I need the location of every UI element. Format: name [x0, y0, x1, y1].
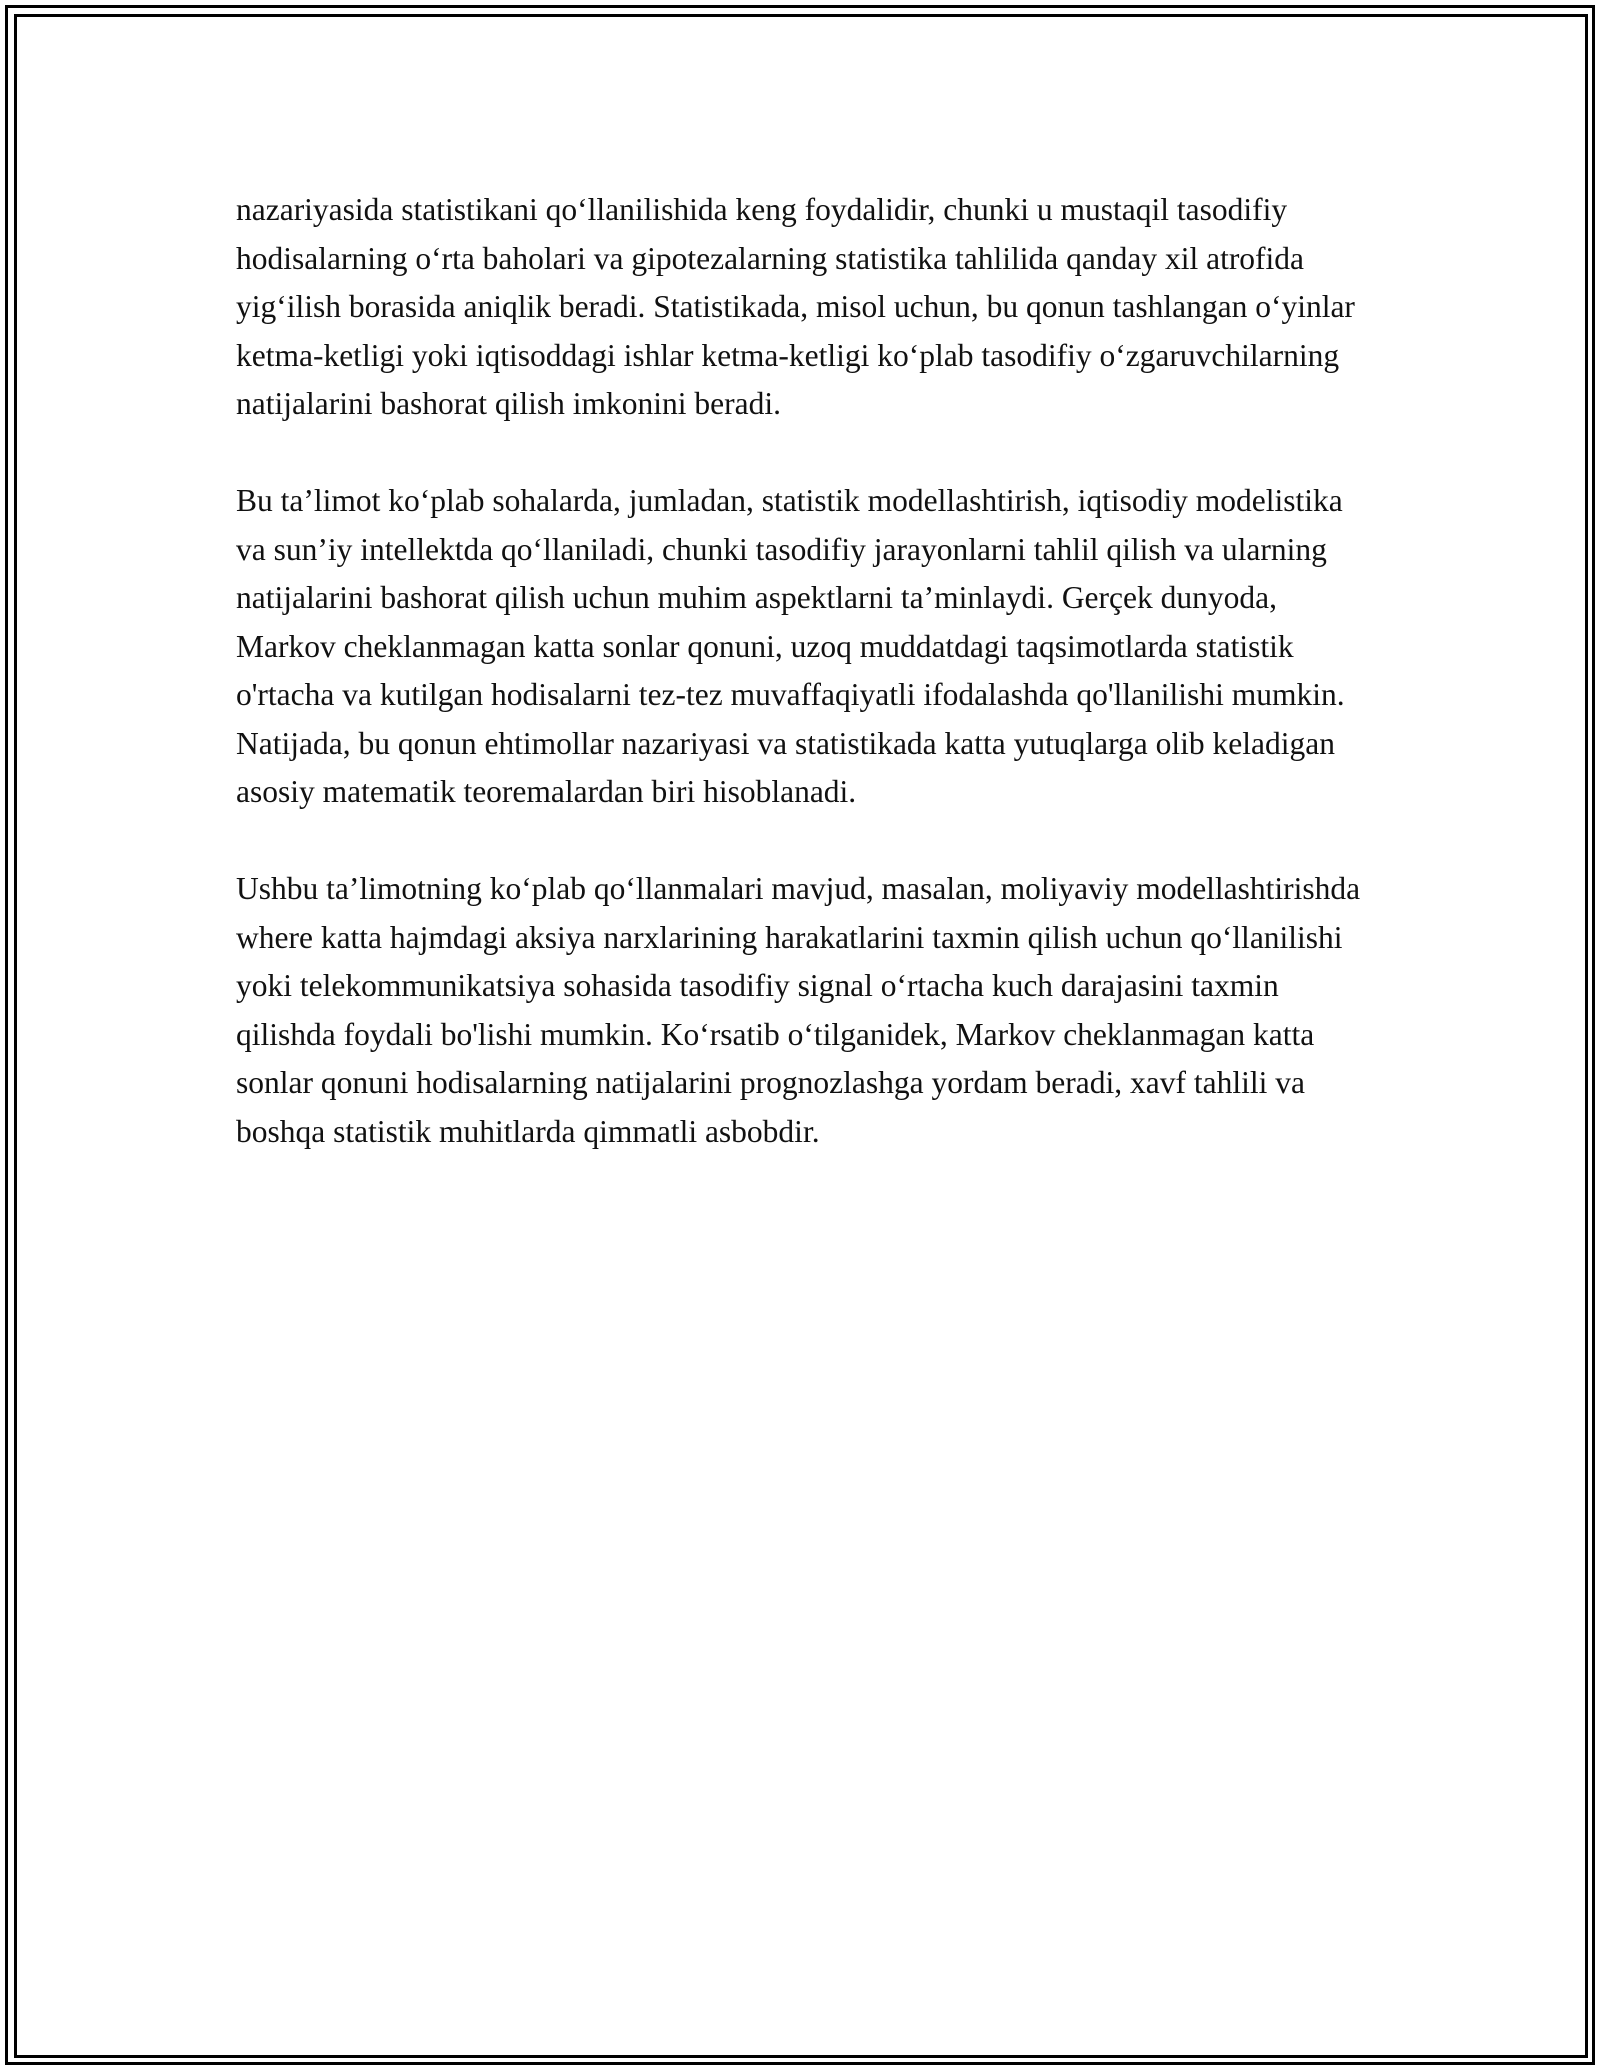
paragraph-3: Ushbu ta’limotning ko‘plab qo‘llanmalari mavjud, masalan, moliyaviy modellashtirishda where katta hajmdagi aksiya narxlarining harakatlarini taxmin qilish uchun qo‘llanilishi yoki telekommunikatsiya sohasida tasodifiy signal o‘rtacha kuch darajasini taxmin qilishda foydali bo'lishi mumkin. Ko‘rsatib o‘tilganidek, Markov cheklanmagan katta sonlar qonuni hodisalarning natijalarini prognozlashga yordam beradi, xavf tahlili va boshqa statistik muhitlarda qimmatli asbobdir.: [236, 871, 1361, 1149]
paragraph-1: nazariyasida statistikani qo‘llanilishida keng foydalidir, chunki u mustaqil tasodifiy hodisalarning o‘rta baholari va gipotezalarning statistika tahlilida qanday xil atrofida yig‘ilish borasida aniqlik beradi. Statistikada, misol uchun, bu qonun tashlangan o‘yinlar ketma-ketligi yoki iqtisoddagi ishlar ketma-ketligi ko‘plab tasodifiy o‘zgaruvchilarning natijalarini bashorat qilish imkonini beradi.: [236, 192, 1355, 421]
paragraph-2: Bu ta’limot ko‘plab sohalarda, jumladan, statistik modellashtirish, iqtisodiy modelistika va sun’iy intellektda qo‘llaniladi, chunki tasodifiy jarayonlarni tahlil qilish va ularning natijalarini bashorat qilish uchun muhim aspektlarni ta’minlaydi. Gerçek dunyoda, Markov cheklanmagan katta sonlar qonuni, uzoq muddatdagi taqsimotlarda statistik o'rtacha va kutilgan hodisalarni tez-tez muvaffaqiyatli ifodalashda qo'llanilishi mumkin. Natijada, bu qonun ehtimollar nazariyasi va statistikada katta yutuqlarga olib keladigan asosiy matematik teoremalardan biri hisoblanadi.: [236, 483, 1345, 809]
document-body: [236, 186, 1364, 1156]
